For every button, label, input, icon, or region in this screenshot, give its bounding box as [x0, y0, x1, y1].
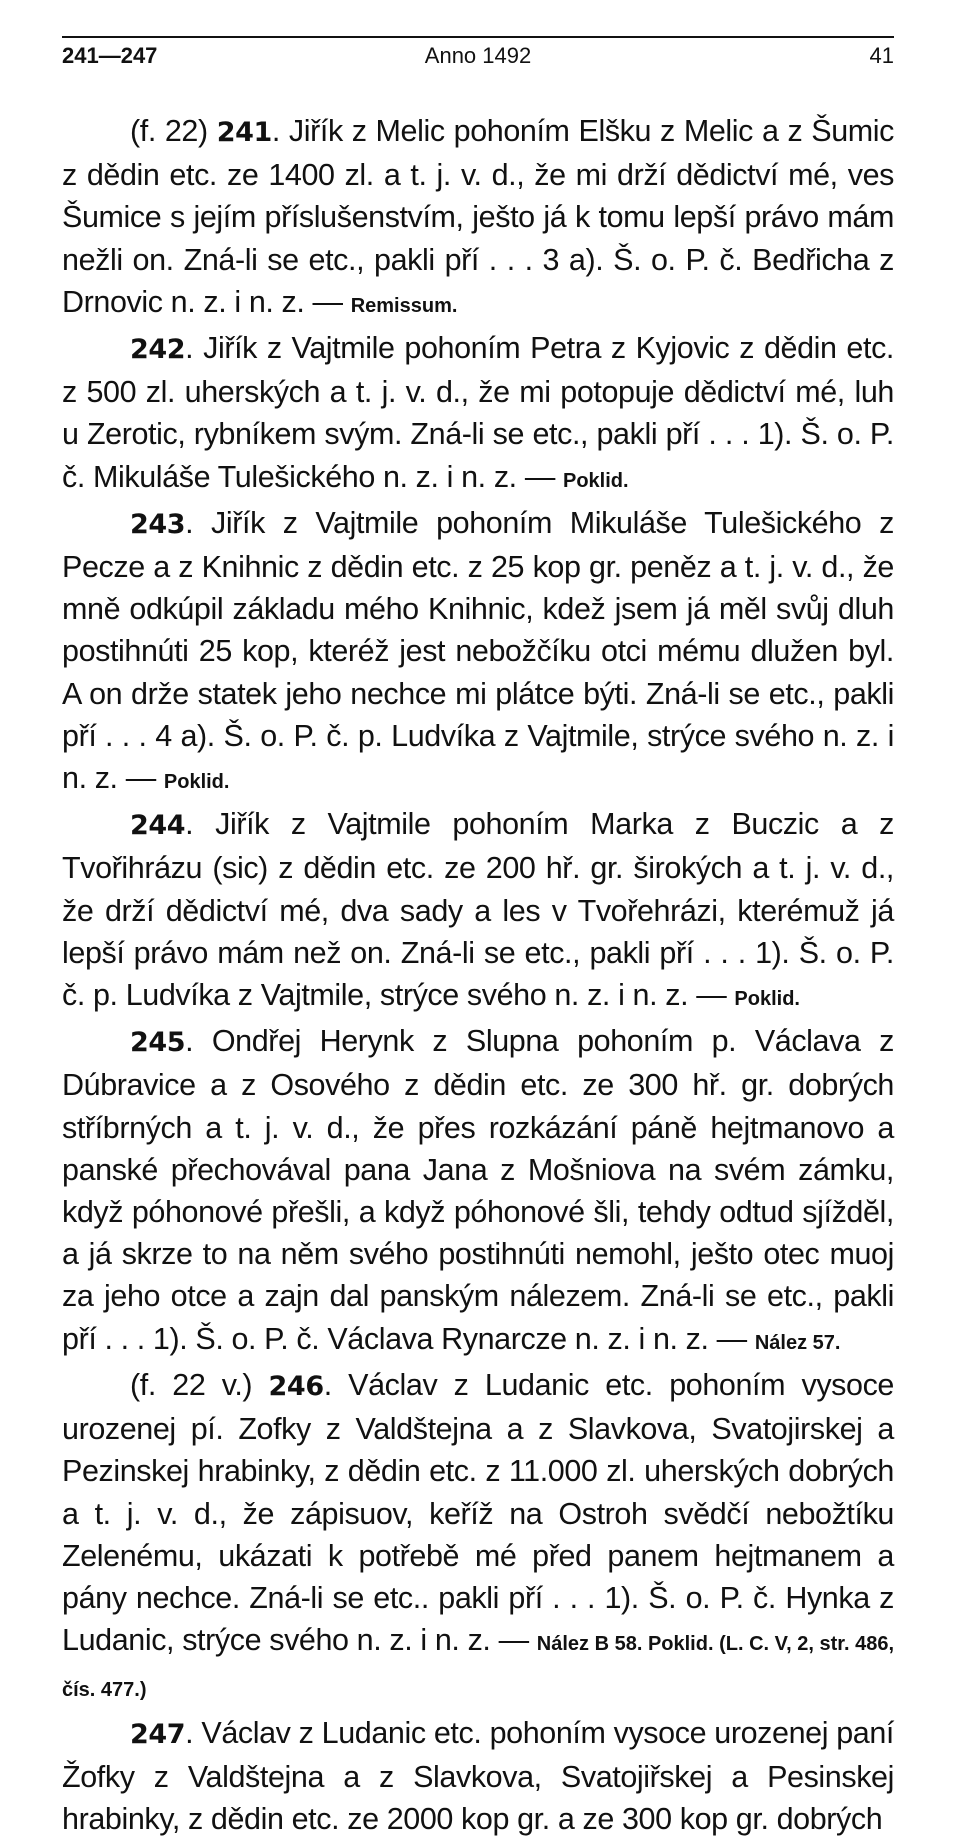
entry-note: Poklid.: [734, 988, 800, 1011]
entry-244: [62, 803, 894, 1020]
entry-text: . Václav z Ludanic etc. pohoním vysoce urozenej pí. Zofky z Valdštejna a z Slavkova, Svatojirskej a Pezinskej hrabinky, z dědin etc. z 11.000 zl. uherských dobrých a t. j. v. d., že zápisuov, keříž na Ostroh svědčí nebožtíku Zelenému, ukázati k potřebě mé před panem hejtmanem a pány nechce. Zná-li se etc.. pakli pří . . . 1). Š. o. P. č. Hynka z Ludanic, strýce svého n. z. i n. z. —: [62, 1367, 894, 1658]
running-title: Anno 1492: [424, 43, 532, 68]
entry-243: [62, 502, 894, 803]
entry-number: 245: [130, 1027, 186, 1059]
entry-241: [62, 110, 894, 327]
entry-note: Poklid.: [163, 771, 230, 794]
entry-note: Poklid.: [563, 469, 629, 492]
entry-text: . Ondřej Herynk z Slupna pohoním p. Václava z Dúbravice a z Osového z dědin etc. ze 300 hř. gr. dobrých stříbrných a t. j. v. d., že přes rozkázání páně hejtmanovo a panské přechovával pana Jana z Mošniova na svém zámku, když póhonové přešli, a když póhonové šli, tehdy odtud sjíždĕl, a já skrze to na něm svého postihnúti nemohl, ješto otec muoj za jeho otce a zajn dal panským nálezem. Zná-li se etc., pakli pří . . . 1). Š. o. P. č. Václava Rynarcze n. z. i n. z. —: [62, 1024, 894, 1356]
entry-text: . Václav z Ludanic etc. pohoním vysoce urozenej paní Žofky z Valdštejna a z Slavkova, Svatojiřskej a Pesinskej hrabinky, z dědin etc. ze 2000 kop gr. a ze 300 kop gr. dobrých: [62, 1715, 894, 1836]
entry-number: 246: [268, 1370, 324, 1402]
entry-246: [62, 1364, 894, 1712]
entry-247: [62, 1712, 894, 1844]
entry-242: [62, 327, 894, 502]
folio-ref: (f. 22 v.): [130, 1367, 269, 1402]
entry-text: . Jiřík z Melic pohoním Elšku z Melic a z Šumic z dědin etc. ze 1400 zl. a t. j. v. d., že mi drží dědictví mé, ves Šumice s jejím příslušenstvím, ješto já k tomu lepší právo mám nežli on. Zná-li se etc., pakli pří . . . 3 a). Š. o. P. č. Bedřicha z Drnovic n. z. i n. z. —: [62, 114, 894, 319]
entry-number: 241: [216, 117, 272, 148]
document-page: [62, 36, 894, 1844]
entry-text: . Jiřík z Vajtmile pohoním Mikuláše Tulešického z Pecze a z Knihnic z dědin etc. z 25 kop gr. peněz a t. j. v. d., že mně odkúpil základu mého Knihnic, kdež jsem já měl svůj dluh postihnúti 25 kop, kteréž jest nebožčíku otci mému dlužen byl. A on drže statek jeho nechce mi plátce býti. Zná-li se etc., pakli pří . . . 4 a). Š. o. P. č. p. Ludvíka z Vajtmile, strýce svého n. z. i n. z. —: [62, 505, 894, 796]
entry-text: . Jiřík z Vajtmile pohoním Petra z Kyjovic z dědin etc. z 500 zl. uherských a t. j. v. d., že mi potopuje dědictví mé, luh u Zerotic, rybníkem svým. Zná-li se etc., pakli pří . . . 1). Š. o. P. č. Mikuláše Tulešického n. z. i n. z. —: [62, 331, 894, 494]
page-number: 41: [869, 43, 894, 68]
entry-note: Nález B 58. Poklid. (L. C. V, 2, str. 486, čís. 477.): [62, 1633, 895, 1702]
folio-ref: (f. 22): [130, 114, 217, 148]
running-header: [62, 36, 894, 74]
entry-number: 244: [130, 810, 186, 842]
entry-note: Nález 57.: [754, 1331, 841, 1354]
entry-number: 243: [130, 508, 186, 540]
entry-text: . Jiřík z Vajtmile pohoním Marka z Buczic a z Tvořihrázu (sic) z dědin etc. ze 200 hř. gr. širokých a t. j. v. d., že drží dědictví mé, dva sady a les v Tvořehrázi, kterémuž já lepší právo mám než on. Zná-li se etc., pakli pří . . . 1). Š. o. P. č. p. Ludvíka z Vajtmile, strýce svého n. z. i n. z. —: [62, 807, 894, 1013]
entry-note: Remissum.: [350, 294, 458, 317]
entry-245: [62, 1020, 894, 1364]
entry-number: 242: [130, 334, 186, 366]
entry-number: 247: [130, 1718, 186, 1750]
entry-range: 241—247: [62, 43, 158, 68]
document-body: [62, 110, 894, 1844]
